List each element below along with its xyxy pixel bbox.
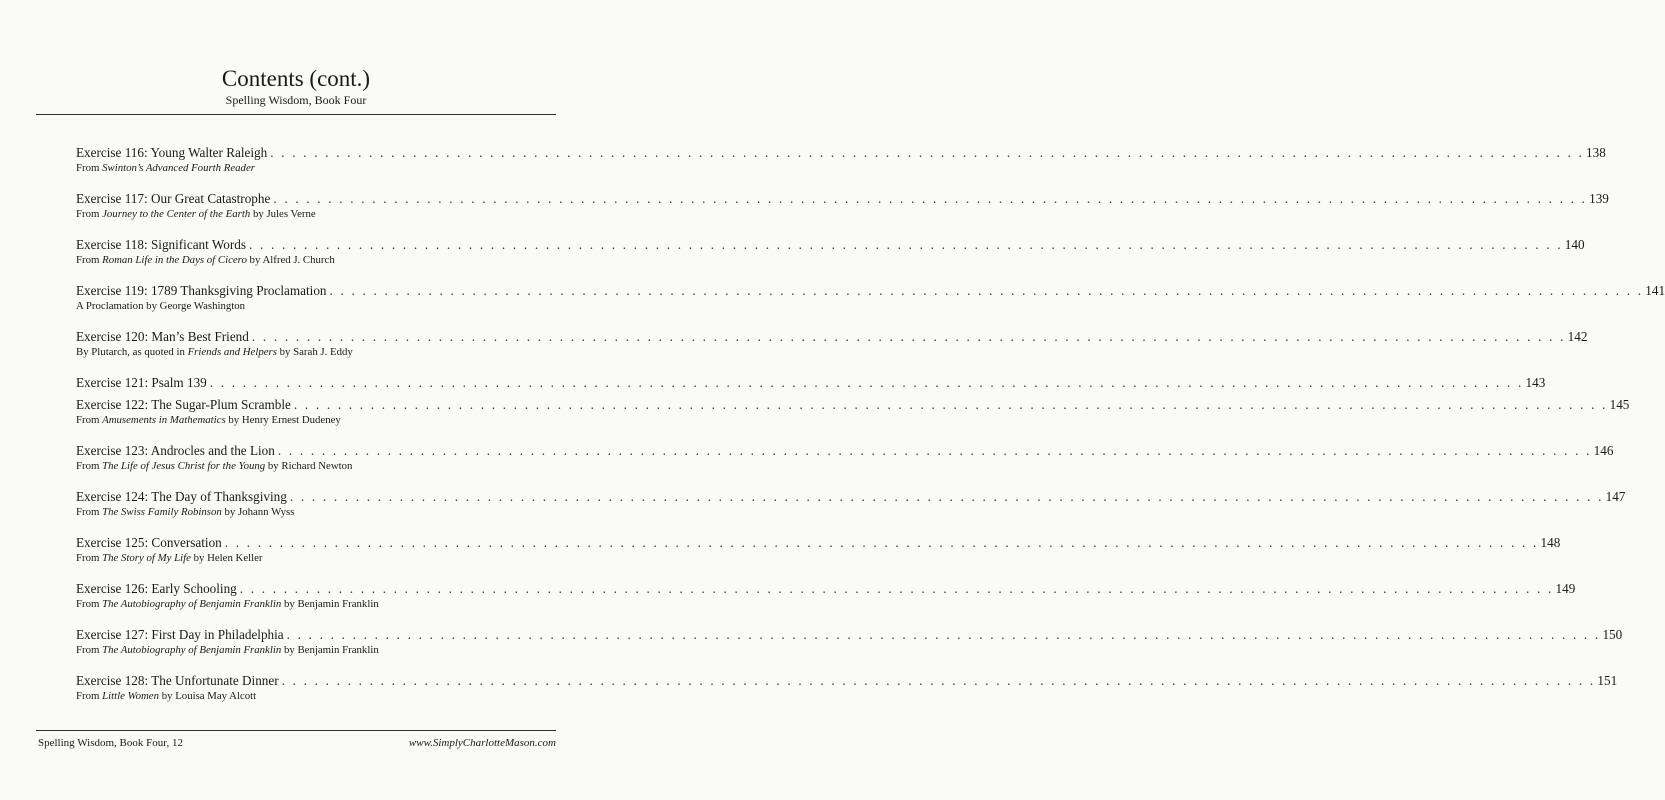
source-text: A Proclamation by George Washington — [76, 300, 246, 312]
exercise-title: Exercise 123: Androcles and the Lion — [76, 443, 275, 458]
exercise-title: Exercise 119: 1789 Thanksgiving Proclamation — [76, 283, 327, 298]
exercise-source — [76, 551, 525, 566]
page-number: 140 — [1564, 237, 1585, 252]
exercise-title: Exercise 116: Young Walter Raleigh — [76, 145, 268, 160]
exercise-title: Exercise 127: First Day in Philadelphia — [76, 627, 284, 642]
source-text: From — [76, 254, 103, 266]
page-number: 150 — [1602, 627, 1623, 642]
exercise-source — [76, 299, 525, 314]
exercise-title: Exercise 118: Significant Words — [76, 237, 246, 252]
page-number: 148 — [1540, 535, 1561, 550]
dot-leader: . . . . . . . . . . . . . . . . . . . . . . . . . . . . . . . . . . . . . . . . . . . . . . . . . . . . . . . . . . . . . . . . . . . . . . . . . . . . . . . . . . . . . . . . . . . . . . . . . . . . . . . . . . . . . . . . . . . . . . . . — [224, 535, 1539, 550]
dot-leader: . . . . . . . . . . . . . . . . . . . . . . . . . . . . . . . . . . . . . . . . . . . . . . . . . . . . . . . . . . . . . . . . . . . . . . . . . . . . . . . . . . . . . . . . . . . . . . . . . . . . . . . . . . . . . . . . . . . . . . . . — [209, 375, 1524, 390]
page-number: 141 — [1645, 283, 1665, 298]
toc-entry — [76, 237, 1585, 268]
page-number: 151 — [1597, 673, 1618, 688]
source-text: From — [76, 644, 103, 656]
page-number: 139 — [1589, 191, 1609, 206]
source-text: by Richard Newton — [265, 460, 353, 472]
source-text: by Alfred J. Church — [246, 254, 335, 266]
source-text: by Benjamin Franklin — [281, 598, 379, 610]
toc-entry — [76, 397, 1630, 428]
dot-leader: . . . . . . . . . . . . . . . . . . . . . . . . . . . . . . . . . . . . . . . . . . . . . . . . . . . . . . . . . . . . . . . . . . . . . . . . . . . . . . . . . . . . . . . . . . . . . . . . . . . . . . . . . . . . . . . . . . . . . . . . — [329, 283, 1644, 298]
source-text: by Louisa May Alcott — [159, 690, 257, 702]
toc-entry — [76, 145, 1606, 176]
toc-entry — [76, 283, 1665, 314]
header-divider — [36, 114, 556, 115]
source-text: From — [76, 690, 103, 702]
exercise-title: Exercise 128: The Unfortunate Dinner — [76, 673, 279, 688]
toc-entry-line — [76, 397, 1630, 413]
page-number: 138 — [1586, 145, 1606, 160]
dot-leader: . . . . . . . . . . . . . . . . . . . . . . . . . . . . . . . . . . . . . . . . . . . . . . . . . . . . . . . . . . . . . . . . . . . . . . . . . . . . . . . . . . . . . . . . . . . . . . . . . . . . . . . . . . . . . . . . . . . . . . . . — [251, 329, 1566, 344]
exercise-source — [76, 505, 525, 520]
source-text: From — [76, 506, 103, 518]
source-text: From — [76, 162, 103, 174]
dot-leader: . . . . . . . . . . . . . . . . . . . . . . . . . . . . . . . . . . . . . . . . . . . . . . . . . . . . . . . . . . . . . . . . . . . . . . . . . . . . . . . . . . . . . . . . . . . . . . . . . . . . . . . . . . . . . . . . . . . . . . . . — [248, 237, 1563, 252]
exercise-source — [76, 689, 525, 704]
exercise-source — [76, 161, 525, 176]
dot-leader: . . . . . . . . . . . . . . . . . . . . . . . . . . . . . . . . . . . . . . . . . . . . . . . . . . . . . . . . . . . . . . . . . . . . . . . . . . . . . . . . . . . . . . . . . . . . . . . . . . . . . . . . . . . . . . . . . . . . . . . . — [286, 627, 1601, 642]
page-footer — [38, 737, 556, 749]
exercise-source — [76, 459, 525, 474]
page-number: 145 — [1609, 397, 1630, 412]
source-work-title: The Swiss Family Robinson — [102, 506, 222, 518]
source-work-title: Little Women — [102, 690, 159, 702]
toc-entry-line — [76, 375, 1546, 391]
exercise-title: Exercise 124: The Day of Thanksgiving — [76, 489, 287, 504]
toc-entry-line — [76, 329, 1588, 345]
page-header — [0, 66, 592, 108]
toc-entry-line — [76, 443, 1614, 459]
source-text: From — [76, 460, 103, 472]
toc-entry — [76, 535, 1561, 566]
dot-leader: . . . . . . . . . . . . . . . . . . . . . . . . . . . . . . . . . . . . . . . . . . . . . . . . . . . . . . . . . . . . . . . . . . . . . . . . . . . . . . . . . . . . . . . . . . . . . . . . . . . . . . . . . . . . . . . . . . . . . . . . — [239, 581, 1554, 596]
exercise-title: Exercise 126: Early Schooling — [76, 581, 237, 596]
toc-entry-line — [76, 283, 1665, 299]
dot-leader: . . . . . . . . . . . . . . . . . . . . . . . . . . . . . . . . . . . . . . . . . . . . . . . . . . . . . . . . . . . . . . . . . . . . . . . . . . . . . . . . . . . . . . . . . . . . . . . . . . . . . . . . . . . . . . . . . . . . . . . . — [289, 489, 1604, 504]
toc-entry-line — [76, 581, 1576, 597]
exercise-source — [76, 413, 525, 428]
source-work-title: Swinton’s Advanced Fourth Reader — [102, 162, 255, 174]
source-text: By Plutarch, as quoted in — [76, 346, 188, 358]
toc-entry — [76, 581, 1576, 612]
source-text: From — [76, 552, 103, 564]
toc-entry-line — [76, 191, 1609, 207]
exercise-source — [76, 253, 525, 268]
page-title: Contents (cont.) — [221, 66, 371, 91]
exercise-title: Exercise 125: Conversation — [76, 535, 222, 550]
toc-entry — [76, 627, 1623, 658]
page-number: 149 — [1555, 581, 1576, 596]
source-work-title: The Autobiography of Benjamin Franklin — [102, 598, 282, 610]
toc-entry-line — [76, 489, 1626, 505]
toc-entry — [76, 329, 1588, 360]
exercise-title: Exercise 117: Our Great Catastrophe — [76, 191, 271, 206]
page-number: 143 — [1525, 375, 1546, 390]
toc-entry — [76, 673, 1618, 704]
dot-leader: . . . . . . . . . . . . . . . . . . . . . . . . . . . . . . . . . . . . . . . . . . . . . . . . . . . . . . . . . . . . . . . . . . . . . . . . . . . . . . . . . . . . . . . . . . . . . . . . . . . . . . . . . . . . . . . . . . . . . . . . — [293, 397, 1608, 412]
source-text: by Jules Verne — [250, 208, 316, 220]
dot-leader: . . . . . . . . . . . . . . . . . . . . . . . . . . . . . . . . . . . . . . . . . . . . . . . . . . . . . . . . . . . . . . . . . . . . . . . . . . . . . . . . . . . . . . . . . . . . . . . . . . . . . . . . . . . . . . . . . . . . . . . . — [281, 673, 1596, 688]
source-work-title: The Life of Jesus Christ for the Young — [102, 460, 266, 472]
toc-entry — [76, 191, 1609, 222]
source-text: From — [76, 414, 103, 426]
toc-entry — [76, 443, 1614, 474]
toc-entry — [76, 375, 1546, 391]
toc-entry-line — [76, 535, 1561, 551]
source-text: by Sarah J. Eddy — [276, 346, 353, 358]
toc-entry-line — [76, 145, 1606, 161]
source-text: by Johann Wyss — [221, 506, 295, 518]
source-text: by Helen Keller — [190, 552, 263, 564]
page-number: 146 — [1593, 443, 1614, 458]
dot-leader: . . . . . . . . . . . . . . . . . . . . . . . . . . . . . . . . . . . . . . . . . . . . . . . . . . . . . . . . . . . . . . . . . . . . . . . . . . . . . . . . . . . . . . . . . . . . . . . . . . . . . . . . . . . . . . . . . . . . . . . . — [273, 191, 1588, 206]
exercise-title: Exercise 122: The Sugar-Plum Scramble — [76, 397, 291, 412]
footer-book-page: Spelling Wisdom, Book Four, 12 — [38, 737, 183, 749]
page-number: 142 — [1567, 329, 1588, 344]
source-work-title: The Story of My Life — [102, 552, 191, 564]
dot-leader: . . . . . . . . . . . . . . . . . . . . . . . . . . . . . . . . . . . . . . . . . . . . . . . . . . . . . . . . . . . . . . . . . . . . . . . . . . . . . . . . . . . . . . . . . . . . . . . . . . . . . . . . . . . . . . . . . . . . . . . . — [277, 443, 1592, 458]
dot-leader: . . . . . . . . . . . . . . . . . . . . . . . . . . . . . . . . . . . . . . . . . . . . . . . . . . . . . . . . . . . . . . . . . . . . . . . . . . . . . . . . . . . . . . . . . . . . . . . . . . . . . . . . . . . . . . . . . . . . . . . . — [270, 145, 1584, 160]
source-text: From — [76, 598, 103, 610]
exercise-title: Exercise 120: Man’s Best Friend — [76, 329, 249, 344]
source-work-title: Journey to the Center of the Earth — [102, 208, 251, 220]
toc-entry-line — [76, 673, 1618, 689]
exercise-source — [76, 345, 525, 360]
exercise-source — [76, 597, 525, 612]
toc-entry-line — [76, 237, 1585, 253]
source-work-title: Roman Life in the Days of Cicero — [102, 254, 247, 266]
page-number: 147 — [1605, 489, 1626, 504]
exercise-title: Exercise 121: Psalm 139 — [76, 375, 207, 390]
table-of-contents — [76, 145, 1665, 719]
source-work-title: Friends and Helpers — [187, 346, 277, 358]
source-work-title: The Autobiography of Benjamin Franklin — [102, 644, 282, 656]
source-text: by Benjamin Franklin — [281, 644, 379, 656]
exercise-source — [76, 643, 525, 658]
footer-divider — [36, 730, 556, 731]
source-work-title: Amusements in Mathematics — [102, 414, 226, 426]
source-text: From — [76, 208, 103, 220]
source-text: by Henry Ernest Dudeney — [225, 414, 341, 426]
footer-website-link[interactable]: www.SimplyCharlotteMason.com — [408, 737, 556, 749]
exercise-source — [76, 207, 525, 222]
toc-entry-line — [76, 627, 1623, 643]
toc-entry — [76, 489, 1626, 520]
book-subtitle: Spelling Wisdom, Book Four — [225, 93, 367, 107]
